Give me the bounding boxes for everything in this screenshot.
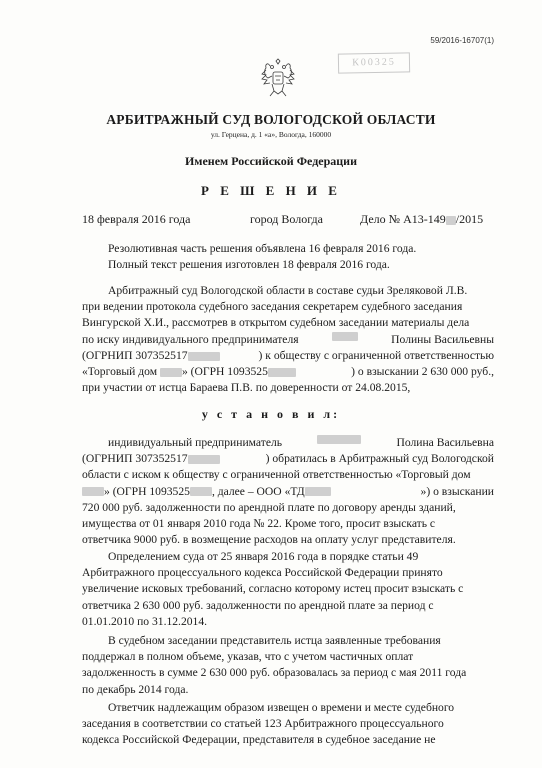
text-line: задолженность в сумме 2 630 000 руб. образовалась за период с мая 2011 года bbox=[82, 666, 467, 680]
established-heading: у с т а н о в и л: bbox=[201, 407, 341, 421]
text-segment: , далее – ООО «ТД bbox=[211, 484, 305, 498]
redacted-block bbox=[446, 216, 456, 225]
redacted-block bbox=[160, 368, 182, 377]
text-line: 720 000 руб. задолженности по арендной плате по договору аренды зданий, bbox=[82, 500, 456, 514]
registration-stamp: К00325 bbox=[338, 52, 410, 73]
text-segment: » (ОГРН 1093525 bbox=[104, 484, 190, 498]
in-name-heading: Именем Российской Федерации bbox=[184, 154, 358, 168]
case-number-prefix: Дело № А13-149 bbox=[360, 212, 446, 226]
decision-city: город Вологда bbox=[250, 212, 323, 226]
text-segment: «Торговый дом bbox=[82, 365, 158, 379]
text-line: Арбитражного процессуального кодекса Российской Федерации принято bbox=[82, 566, 443, 580]
text-line bbox=[82, 348, 494, 364]
text-line: заседания в соответствии со статьей 123 Арбитражного процессуального bbox=[82, 717, 444, 731]
text-line: при ведении протокола судебного заседания секретарем судебного заседания bbox=[82, 300, 463, 314]
redacted-block bbox=[188, 455, 220, 464]
text-line: Вингурской Х.И., рассмотрев в открытом судебном заседании материалы дела bbox=[82, 316, 470, 330]
text-segment: ) обратилась в Арбитражный суд Вологодской bbox=[265, 452, 494, 466]
text-line: кодекса Российской Федерации, представителя в судебное заседание не bbox=[82, 733, 436, 747]
text-segment: (ОГРНИП 307352517 bbox=[82, 348, 188, 362]
redacted-block bbox=[268, 368, 296, 377]
court-title: АРБИТРАЖНЫЙ СУД ВОЛОГОДСКОЙ ОБЛАСТИ bbox=[106, 112, 436, 127]
announcement-line: Полный текст решения изготовлен 18 февраля 2016 года. bbox=[108, 258, 390, 272]
text-line: Арбитражный суд Вологодской области в составе судьи Зреляковой Л.В. bbox=[108, 284, 468, 297]
case-number-header: 59/2016-16707(1) bbox=[430, 36, 494, 45]
text-segment: (ОГРНИП 307352517 bbox=[82, 452, 188, 466]
redacted-block bbox=[188, 352, 220, 361]
text-line: области с иском к обществу с ограниченной ответственностью «Торговый дом bbox=[82, 468, 471, 482]
text-line bbox=[82, 451, 494, 467]
text-segment: ») о взыскании bbox=[420, 484, 494, 498]
decision-date: 18 февраля 2016 года bbox=[82, 212, 191, 226]
intro-paragraph bbox=[82, 283, 494, 396]
text-line: имущества от 01 января 2010 года № 22. Кроме того, просит взыскать с bbox=[82, 517, 436, 531]
text-line: Определением суда от 25 января 2016 года в порядке статьи 49 bbox=[108, 550, 419, 563]
redacted-block bbox=[332, 332, 358, 341]
paragraph-hearing bbox=[82, 633, 494, 698]
case-number-suffix: /2015 bbox=[455, 212, 484, 226]
paragraph-ruling bbox=[82, 549, 494, 630]
text-line bbox=[82, 364, 494, 380]
text-segment: ) к обществу с ограниченной ответственностью bbox=[258, 348, 494, 362]
redacted-block bbox=[317, 435, 361, 444]
text-line: поддержал в полном объеме, указав, что с учетом частичных оплат bbox=[82, 650, 414, 664]
case-number bbox=[360, 212, 483, 227]
text-line bbox=[82, 332, 494, 348]
text-line bbox=[82, 484, 494, 500]
redacted-block bbox=[190, 487, 212, 496]
text-line: ответчика 2 630 000 руб. задолженности по арендной плате за период с bbox=[82, 598, 434, 612]
text-line: Ответчик надлежащим образом извещен о времени и месте судебного bbox=[108, 701, 455, 714]
paragraph-defendant bbox=[82, 700, 494, 749]
text-line: ответчика 9000 руб. в возмещение расходов на оплату услуг представителя. bbox=[82, 533, 456, 547]
text-segment: » (ОГРН 1093525 bbox=[181, 365, 268, 379]
redacted-block bbox=[305, 487, 331, 496]
text-segment: Полина Васильевна bbox=[396, 436, 494, 449]
text-segment: по иску индивидуального предпринимателя bbox=[82, 332, 299, 346]
court-address: ул. Герцена, д. 1 «а», Вологда, 160000 bbox=[210, 130, 332, 139]
text-line: 01.01.2010 по 31.12.2014. bbox=[82, 614, 208, 628]
coat-of-arms-emblem-icon bbox=[260, 58, 296, 98]
text-line: по декабрь 2014 года. bbox=[82, 682, 189, 696]
text-segment: Полины Васильевны bbox=[391, 332, 494, 346]
announcement-line: Резолютивная часть решения объявлена 16 февраля 2016 года. bbox=[108, 242, 417, 255]
text-line: увеличение исковых требований, согласно которому истец просит взыскать с bbox=[82, 582, 464, 596]
text-segment: индивидуальный предприниматель bbox=[108, 436, 283, 449]
announcement bbox=[108, 241, 488, 273]
text-line: В судебном заседании представитель истца заявленные требования bbox=[108, 634, 441, 647]
redacted-block bbox=[82, 487, 104, 496]
text-line: при участии от истца Бараева П.В. по доверенности от 24.08.2015, bbox=[82, 381, 411, 395]
text-line bbox=[82, 435, 494, 451]
text-segment: ) о взыскании 2 630 000 руб., bbox=[351, 365, 494, 379]
paragraph-claim bbox=[82, 435, 494, 548]
decision-heading: Р Е Ш Е Н И Е bbox=[201, 183, 341, 198]
